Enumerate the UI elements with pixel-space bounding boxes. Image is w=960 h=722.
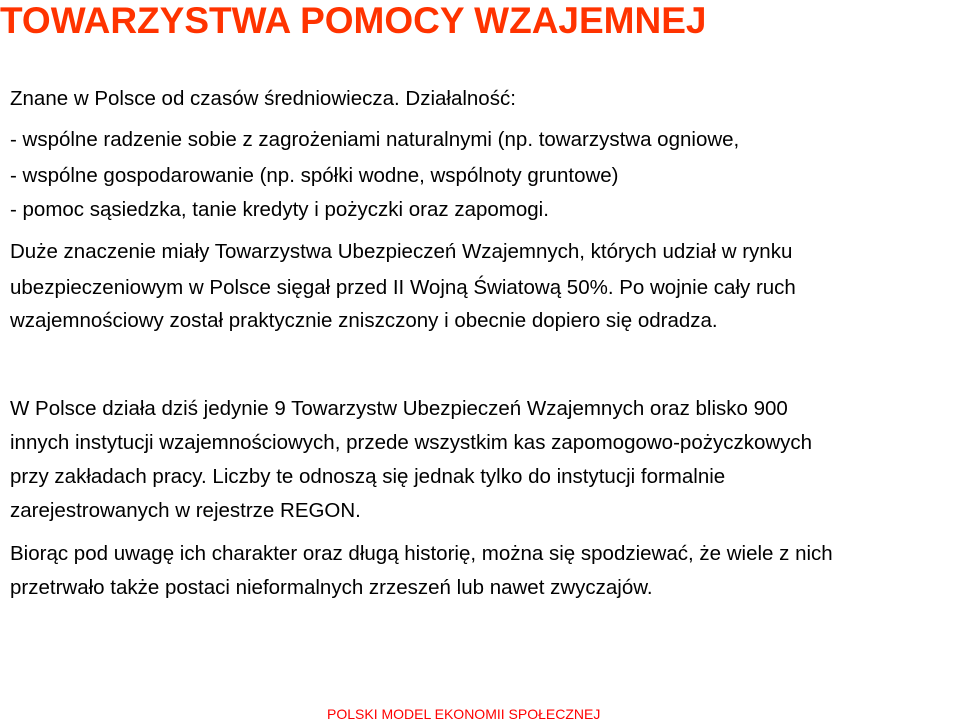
activity-line-1: - wspólne radzenie sobie z zagrożeniami naturalnymi (np. towarzystwa ogniowe, — [10, 128, 740, 151]
activity-line-2: - wspólne gospodarowanie (np. spółki wodne, wspólnoty gruntowe) — [10, 164, 619, 187]
paragraph1-line-1: Duże znaczenie miały Towarzystwa Ubezpieczeń Wzajemnych, których udział w rynku — [10, 240, 793, 263]
paragraph1-line-3: wzajemnościowy został praktycznie zniszczony i obecnie dopiero się odradza. — [10, 309, 718, 332]
paragraph3-line-1: Biorąc pod uwagę ich charakter oraz długą historię, można się spodziewać, że wiele z nich — [10, 542, 833, 565]
slide-title: TOWARZYSTWA POMOCY WZAJEMNEJ — [0, 0, 707, 41]
footer-text: POLSKI MODEL EKONOMII SPOŁECZNEJ — [327, 706, 601, 722]
activity-line-3: - pomoc sąsiedzka, tanie kredyty i pożyczki oraz zapomogi. — [10, 198, 549, 221]
paragraph2-line-1: W Polsce działa dziś jedynie 9 Towarzystw Ubezpieczeń Wzajemnych oraz blisko 900 — [10, 397, 788, 420]
intro-line: Znane w Polsce od czasów średniowiecza. Działalność: — [10, 87, 516, 110]
paragraph2-line-4: zarejestrowanych w rejestrze REGON. — [10, 499, 361, 522]
paragraph2-line-3: przy zakładach pracy. Liczby te odnoszą się jednak tylko do instytucji formalnie — [10, 465, 726, 488]
paragraph2-line-2: innych instytucji wzajemnościowych, przede wszystkim kas zapomogowo-pożyczkowych — [10, 431, 813, 454]
paragraph1-line-2: ubezpieczeniowym w Polsce sięgał przed II Wojną Światową 50%. Po wojnie cały ruch — [10, 276, 796, 299]
paragraph3-line-2: przetrwało także postaci nieformalnych zrzeszeń lub nawet zwyczajów. — [10, 576, 653, 599]
